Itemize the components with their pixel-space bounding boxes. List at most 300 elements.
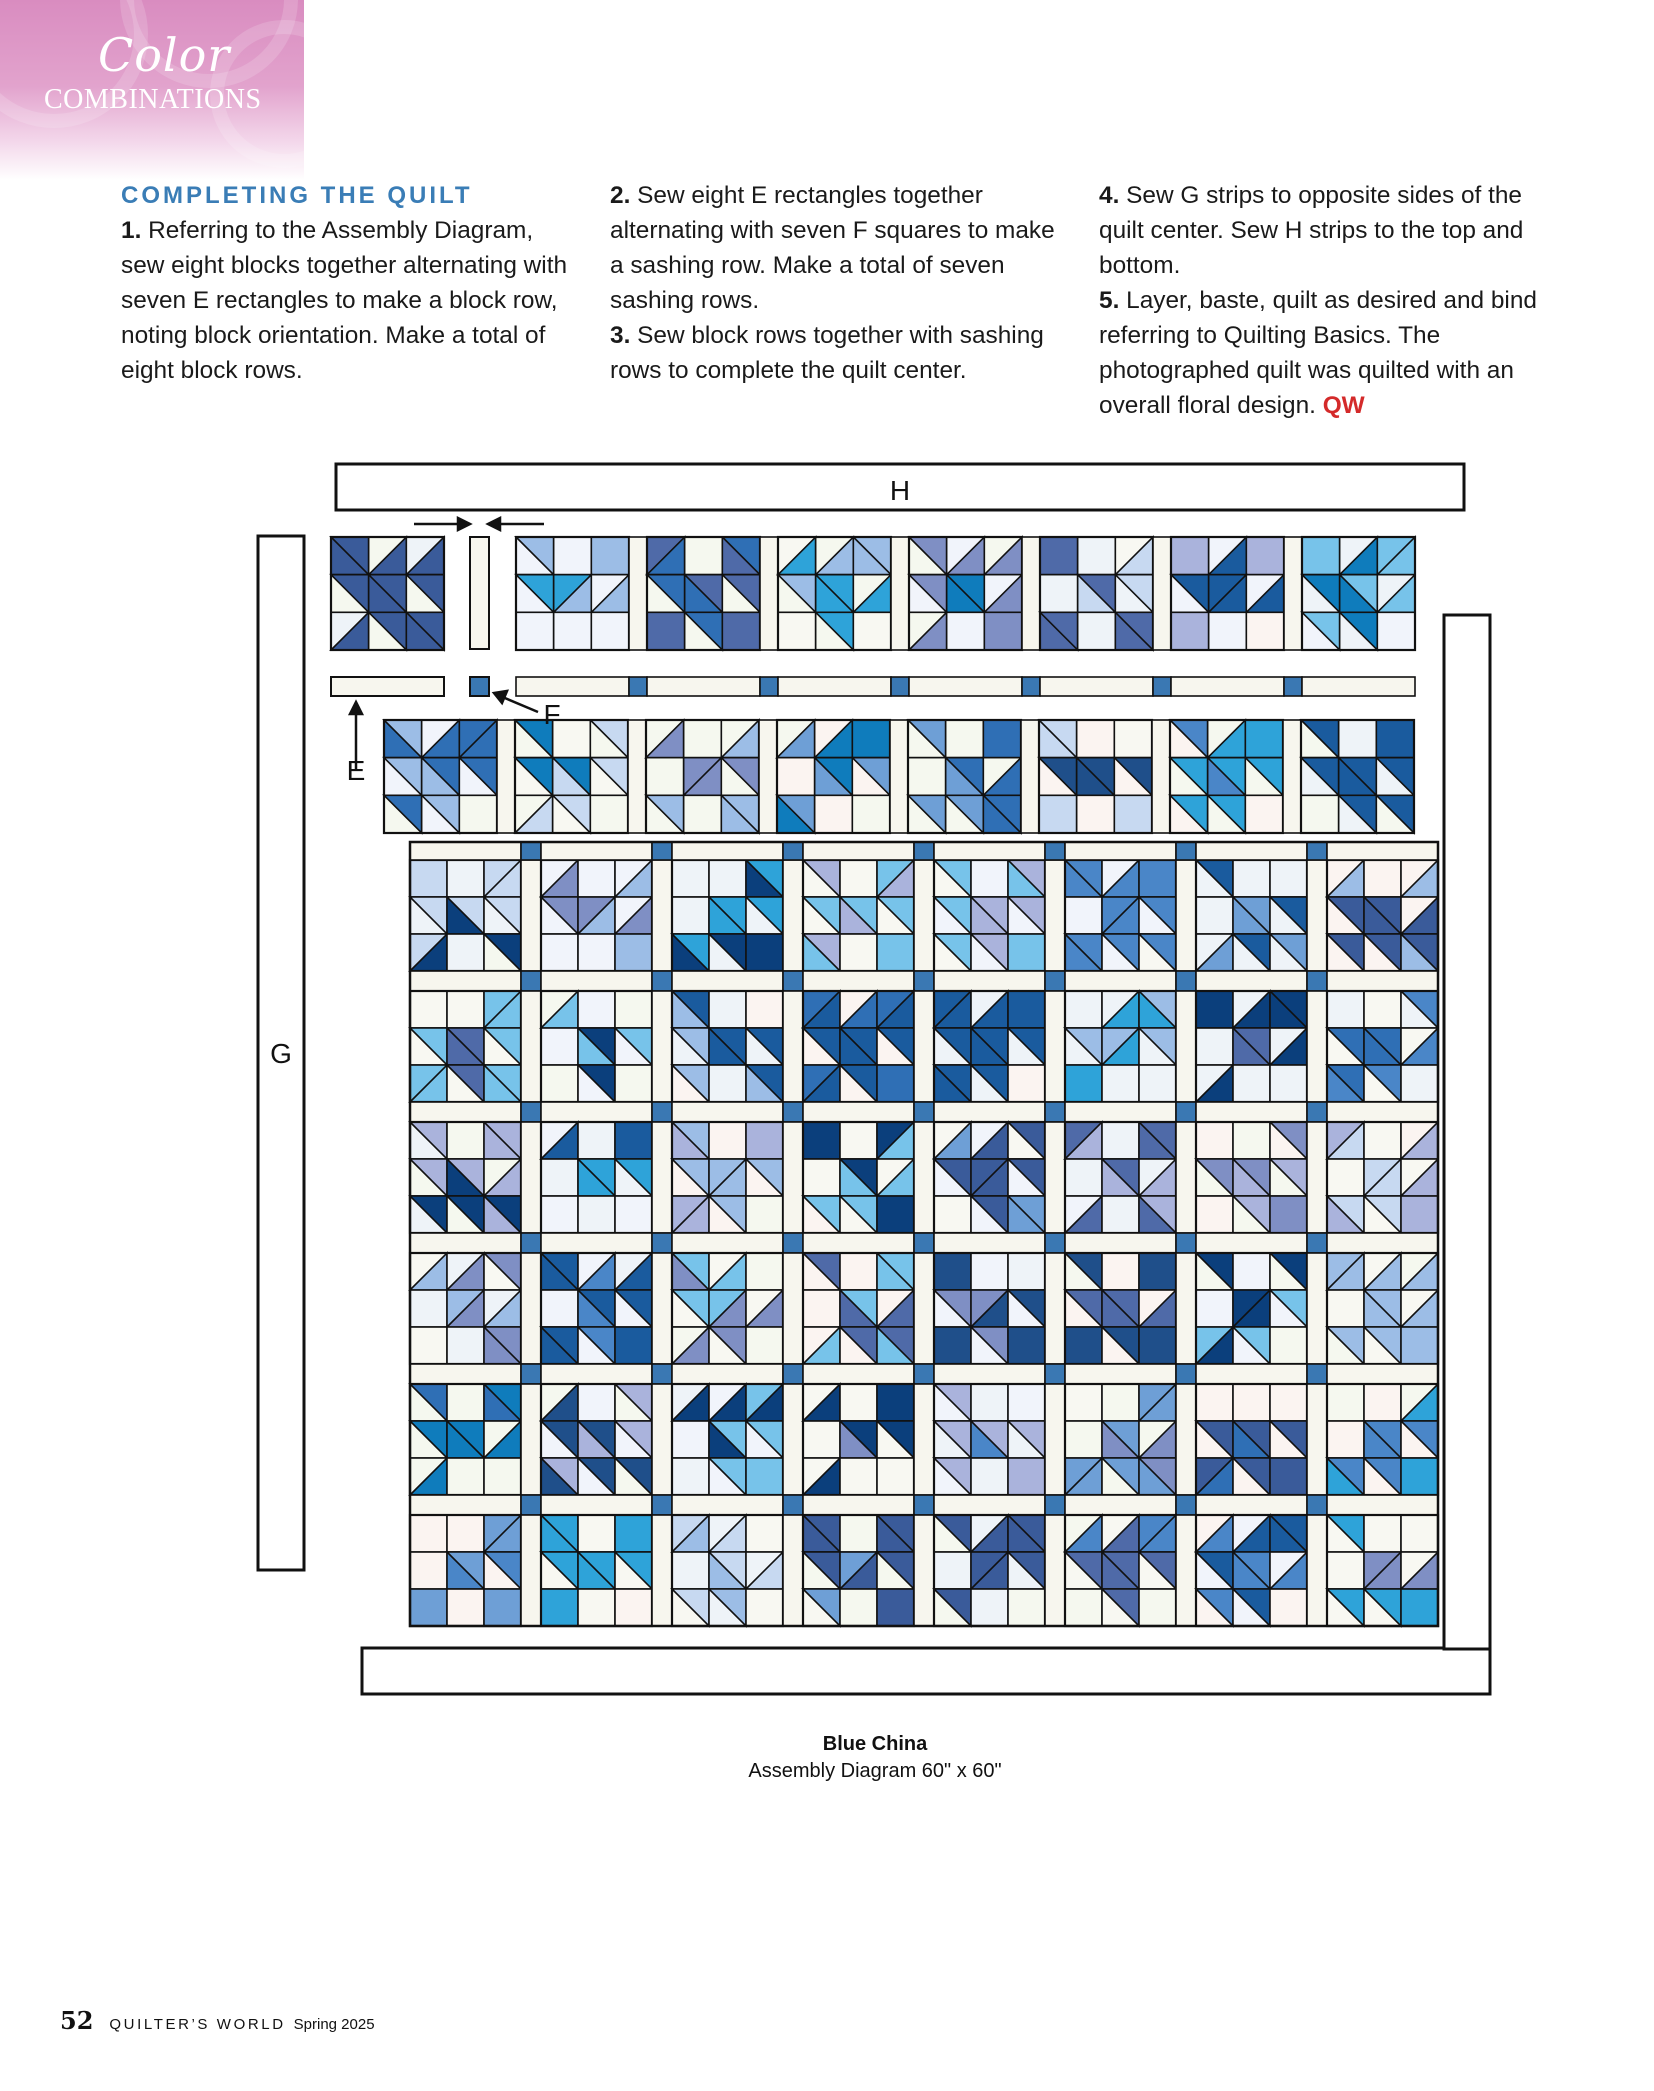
sashing-e-rectangle (891, 537, 909, 650)
block-cell (447, 1589, 484, 1626)
quilt-block (672, 1122, 783, 1233)
arrow-diag-icon (494, 691, 507, 703)
block-cell (578, 1384, 615, 1421)
block-cell (541, 1196, 578, 1233)
sashing-e-rectangle (1196, 1364, 1307, 1384)
block-cell (541, 1065, 578, 1102)
block-cell (852, 720, 890, 758)
block-cell (746, 1253, 783, 1290)
sashing-e-rectangle (1307, 860, 1327, 971)
block-cell (971, 1253, 1008, 1290)
block-cell (1327, 1421, 1364, 1458)
sashing-e-rectangle (541, 1102, 652, 1122)
sashing-e-rectangle (541, 842, 652, 860)
quilt-block (1065, 1515, 1176, 1626)
block-cell (1233, 1065, 1270, 1102)
quilt-block (803, 1515, 914, 1626)
quilt-block (672, 1515, 783, 1626)
sashing-e-rectangle (1307, 1253, 1327, 1364)
quilt-block (646, 720, 759, 833)
sashing-f-square (1176, 1364, 1196, 1384)
block-cell (1246, 612, 1284, 650)
block-cell (591, 612, 629, 650)
sashing-f-square (1176, 1495, 1196, 1515)
step-number: 1. (121, 217, 142, 244)
block-cell (1270, 1458, 1307, 1495)
block-cell (447, 1122, 484, 1159)
sashing-e-rectangle (1284, 537, 1302, 650)
block-cell (1327, 1552, 1364, 1589)
quilt-block (331, 537, 444, 650)
block-cell (1008, 1253, 1045, 1290)
block-cell (746, 991, 783, 1028)
block-cell (709, 991, 746, 1028)
block-cell (1196, 897, 1233, 934)
block-cell (746, 1589, 783, 1626)
quilt-block (672, 1253, 783, 1364)
sashing-e-rectangle (1196, 842, 1307, 860)
sashing-f-square (1045, 1102, 1065, 1122)
sashing-e-rectangle (672, 1495, 783, 1515)
quilt-block (1196, 1384, 1307, 1495)
block-cell (877, 1589, 914, 1626)
sashing-e-rectangle (1196, 1102, 1307, 1122)
block-cell (877, 934, 914, 971)
step-text: Referring to the Assembly Diagram, sew eight blocks together alternating with seven E rectangles to make a block row, noting block orientation. Make a total of eight block rows. (121, 217, 568, 384)
quilt-block (410, 1253, 521, 1364)
quilt-block (934, 1122, 1045, 1233)
quilt-block (803, 991, 914, 1102)
block-cell (1196, 1122, 1233, 1159)
sashing-e-rectangle (652, 991, 672, 1102)
quilt-block (1196, 1122, 1307, 1233)
sashing-e-rectangle (521, 1122, 541, 1233)
sashing-f-square (1176, 1233, 1196, 1253)
block-cell (1077, 795, 1115, 833)
block-cell (1270, 860, 1307, 897)
label-h: H (889, 475, 911, 506)
block-cell (615, 1327, 652, 1364)
block-cell (778, 612, 816, 650)
quilt-block (672, 991, 783, 1102)
sashing-f-square (652, 971, 672, 991)
block-cell (447, 1458, 484, 1495)
sashing-e-rectangle (1283, 720, 1301, 833)
sashing-e-rectangle (672, 1233, 783, 1253)
quilt-block (803, 1253, 914, 1364)
sashing-f-square (1307, 971, 1327, 991)
sashing-f-square (1153, 677, 1171, 696)
sashing-e-rectangle (1176, 991, 1196, 1102)
page-number: 52 (60, 2006, 94, 2035)
quilt-block (1301, 720, 1414, 833)
quilt-block (410, 1515, 521, 1626)
block-cell (615, 934, 652, 971)
block-cell (1102, 1065, 1139, 1102)
block-cell (578, 860, 615, 897)
section-title-caps: COMBINATIONS (44, 84, 262, 115)
sashing-f-square (1176, 842, 1196, 860)
sashing-e-rectangle (760, 537, 778, 650)
sashing-e-rectangle (521, 1515, 541, 1626)
block-cell (1139, 860, 1176, 897)
block-cell (1171, 612, 1209, 650)
block-cell (1065, 1327, 1102, 1364)
sashing-f-square (783, 842, 803, 860)
e-rectangle-horizontal (331, 677, 444, 696)
sashing-f-square (521, 1364, 541, 1384)
sashing-e-rectangle (934, 971, 1045, 991)
block-cell (934, 1327, 971, 1364)
block-cell (934, 1552, 971, 1589)
block-cell (615, 1122, 652, 1159)
quilt-block (1327, 1515, 1438, 1626)
block-cell (1196, 1384, 1233, 1421)
quilt-block (672, 860, 783, 971)
block-cell (746, 1327, 783, 1364)
block-cell (1065, 991, 1102, 1028)
quilt-block (778, 537, 891, 650)
block-cell (877, 1065, 914, 1102)
sashing-f-square (521, 1102, 541, 1122)
sashing-e-rectangle (1307, 1122, 1327, 1233)
block-cell (615, 1196, 652, 1233)
block-cell (672, 860, 709, 897)
sashing-e-rectangle (1045, 1122, 1065, 1233)
diagram-title: Blue China (822, 1733, 928, 1755)
quilt-block (934, 1515, 1045, 1626)
step-text: Layer, baste, quilt as desired and bind referring to Quilting Basics. The photographed quilt was quilted with an overall floral design. (1099, 287, 1537, 419)
block-cell (615, 1589, 652, 1626)
sashing-f-square (1307, 842, 1327, 860)
block-cell (1327, 1159, 1364, 1196)
block-cell (877, 1458, 914, 1495)
label-f: F (543, 699, 561, 730)
sashing-e-rectangle (652, 860, 672, 971)
block-cell (1376, 720, 1414, 758)
quilt-block (516, 537, 629, 650)
block-cell (447, 991, 484, 1028)
f-square (470, 677, 489, 696)
sashing-e-rectangle (783, 1515, 803, 1626)
block-cell (1102, 1384, 1139, 1421)
sashing-e-rectangle (1327, 1364, 1438, 1384)
sashing-e-rectangle (783, 991, 803, 1102)
block-cell (459, 795, 497, 833)
block-cell (853, 612, 891, 650)
block-cell (934, 1253, 971, 1290)
block-cell (684, 720, 722, 758)
block-cell (971, 860, 1008, 897)
sashing-e-rectangle (1327, 1233, 1438, 1253)
quilt-block (410, 1384, 521, 1495)
block-cell (447, 1515, 484, 1552)
block-cell (672, 1458, 709, 1495)
sashing-f-square (760, 677, 778, 696)
block-cell (1065, 897, 1102, 934)
e-rectangle-vertical (470, 537, 489, 649)
sashing-e-rectangle (541, 971, 652, 991)
sashing-e-rectangle (783, 1122, 803, 1233)
quilt-block (647, 537, 760, 650)
sashing-e-rectangle (803, 1233, 914, 1253)
sashing-f-square (1307, 1495, 1327, 1515)
label-g: G (270, 1038, 292, 1069)
block-cell (1327, 1290, 1364, 1327)
block-cell (709, 1065, 746, 1102)
quilt-block (1065, 1384, 1176, 1495)
sashing-e-rectangle (934, 842, 1045, 860)
sashing-e-rectangle (1045, 1515, 1065, 1626)
block-cell (1114, 720, 1152, 758)
sashing-e-rectangle (1045, 1253, 1065, 1364)
block-cell (1302, 537, 1340, 575)
sashing-f-square (652, 1102, 672, 1122)
block-cell (1139, 1065, 1176, 1102)
block-cell (1008, 1384, 1045, 1421)
sashing-e-rectangle (1307, 1384, 1327, 1495)
sashing-e-rectangle (909, 677, 1022, 696)
block-cell (410, 991, 447, 1028)
block-cell (447, 1384, 484, 1421)
sashing-e-rectangle (1045, 860, 1065, 971)
sashing-e-rectangle (1065, 1495, 1176, 1515)
sashing-e-rectangle (1065, 842, 1176, 860)
sashing-e-rectangle (652, 1384, 672, 1495)
block-cell (1327, 991, 1364, 1028)
sashing-f-square (1045, 971, 1065, 991)
label-e: E (346, 755, 366, 786)
g-strip-right (1444, 615, 1490, 1649)
sashing-e-rectangle (647, 677, 760, 696)
sashing-e-rectangle (410, 1102, 521, 1122)
block-cell (722, 612, 760, 650)
step-text: Sew eight E rectangles together alternating with seven F squares to make a sashing row. Make a total of seven sashing rows. (610, 182, 1055, 314)
block-cell (908, 758, 946, 796)
block-cell (1401, 1515, 1438, 1552)
block-cell (840, 1122, 877, 1159)
page-footer (60, 2006, 375, 2035)
block-cell (815, 795, 853, 833)
sashing-e-rectangle (783, 860, 803, 971)
sashing-e-rectangle (1065, 1233, 1176, 1253)
block-cell (1270, 1196, 1307, 1233)
block-cell (578, 1589, 615, 1626)
quilt-block (410, 860, 521, 971)
block-cell (1008, 1065, 1045, 1102)
block-cell (615, 1515, 652, 1552)
sashing-e-rectangle (1307, 1515, 1327, 1626)
quilt-block (541, 1384, 652, 1495)
quilt-block (1327, 1384, 1438, 1495)
sashing-e-rectangle (803, 1102, 914, 1122)
block-cell (840, 1589, 877, 1626)
sashing-f-square (1045, 1495, 1065, 1515)
sashing-e-rectangle (803, 842, 914, 860)
block-cell (541, 934, 578, 971)
quilt-block (1065, 860, 1176, 971)
sashing-e-rectangle (1176, 1253, 1196, 1364)
sashing-e-rectangle (1176, 1515, 1196, 1626)
sashing-e-rectangle (1045, 991, 1065, 1102)
sashing-e-rectangle (521, 860, 541, 971)
sashing-f-square (1307, 1233, 1327, 1253)
arrow-right-icon (458, 518, 470, 530)
quilt-block (541, 860, 652, 971)
sashing-f-square (652, 1233, 672, 1253)
block-cell (1245, 795, 1283, 833)
sashing-e-rectangle (1196, 971, 1307, 991)
block-cell (410, 860, 447, 897)
block-cell (646, 758, 684, 796)
quilt-block (909, 537, 1022, 650)
sashing-e-rectangle (628, 720, 646, 833)
sashing-e-rectangle (759, 720, 777, 833)
sashing-f-square (652, 1364, 672, 1384)
sashing-f-square (521, 1233, 541, 1253)
block-cell (554, 537, 592, 575)
block-cell (840, 1458, 877, 1495)
block-cell (554, 612, 592, 650)
block-cell (946, 720, 984, 758)
sashing-f-square (914, 971, 934, 991)
sashing-e-rectangle (652, 1122, 672, 1233)
arrow-up-icon (350, 702, 362, 714)
sashing-e-rectangle (672, 1102, 783, 1122)
block-cell (803, 1122, 840, 1159)
block-cell (1270, 1589, 1307, 1626)
quilt-block (1040, 537, 1153, 650)
quilt-block (1196, 1253, 1307, 1364)
sashing-f-square (914, 1102, 934, 1122)
block-cell (672, 1552, 709, 1589)
block-cell (1270, 1065, 1307, 1102)
sashing-e-rectangle (410, 1495, 521, 1515)
block-cell (746, 1515, 783, 1552)
block-cell (541, 1028, 578, 1065)
sashing-f-square (783, 1495, 803, 1515)
block-cell (410, 1327, 447, 1364)
block-cell (516, 612, 554, 650)
quilt-block (672, 1384, 783, 1495)
sashing-e-rectangle (914, 860, 934, 971)
block-cell (1065, 1159, 1102, 1196)
block-cell (447, 860, 484, 897)
sashing-f-square (914, 1233, 934, 1253)
quilt-block (1065, 1122, 1176, 1233)
quilt-block (1327, 1122, 1438, 1233)
sashing-f-square (891, 677, 909, 696)
block-cell (777, 758, 815, 796)
block-cell (840, 934, 877, 971)
sashing-f-square (1045, 842, 1065, 860)
sashing-f-square (914, 842, 934, 860)
sashing-e-rectangle (914, 1384, 934, 1495)
sashing-e-rectangle (541, 1364, 652, 1384)
sashing-f-square (783, 971, 803, 991)
sashing-e-rectangle (914, 1515, 934, 1626)
block-cell (1233, 860, 1270, 897)
block-cell (578, 991, 615, 1028)
block-cell (1040, 575, 1078, 613)
quilt-block (1196, 991, 1307, 1102)
block-cell (410, 1290, 447, 1327)
block-cell (1233, 1122, 1270, 1159)
block-cell (709, 860, 746, 897)
block-cell (803, 1159, 840, 1196)
block-cell (447, 1327, 484, 1364)
arrow-left-icon (488, 518, 500, 530)
sashing-e-rectangle (1302, 677, 1415, 696)
block-cell (1364, 1384, 1401, 1421)
sashing-f-square (1022, 677, 1040, 696)
block-cell (971, 1458, 1008, 1495)
quilt-block (541, 1122, 652, 1233)
block-cell (410, 1589, 447, 1626)
sashing-e-rectangle (934, 1495, 1045, 1515)
section-heading: COMPLETING THE QUILT (121, 182, 473, 209)
block-cell (410, 1552, 447, 1589)
sashing-f-square (1176, 1102, 1196, 1122)
sashing-f-square (1284, 677, 1302, 696)
sashing-e-rectangle (1196, 1233, 1307, 1253)
block-cell (840, 1253, 877, 1290)
block-cell (1401, 1589, 1438, 1626)
quilt-block (934, 1253, 1045, 1364)
sashing-e-rectangle (1022, 537, 1040, 650)
block-cell (541, 1589, 578, 1626)
step-number: 3. (610, 322, 631, 349)
sashing-e-rectangle (914, 991, 934, 1102)
sashing-e-rectangle (516, 677, 629, 696)
sashing-e-rectangle (1065, 1364, 1176, 1384)
block-cell (971, 1384, 1008, 1421)
block-cell (1102, 1122, 1139, 1159)
block-cell (1246, 537, 1284, 575)
sashing-e-rectangle (1327, 842, 1438, 860)
block-cell (840, 860, 877, 897)
quilt-block (515, 720, 628, 833)
block-cell (1233, 1253, 1270, 1290)
quilt-block (934, 860, 1045, 971)
quilt-block (541, 1515, 652, 1626)
block-cell (1008, 934, 1045, 971)
sashing-e-rectangle (1171, 677, 1284, 696)
block-cell (1139, 1589, 1176, 1626)
sashing-e-rectangle (541, 1233, 652, 1253)
quilt-block (410, 991, 521, 1102)
block-cell (1114, 795, 1152, 833)
step-text: Sew block rows together with sashing rows to complete the quilt center. (610, 322, 1044, 384)
quilt-block (803, 1384, 914, 1495)
sashing-e-rectangle (541, 1495, 652, 1515)
quilt-block (803, 860, 914, 971)
block-cell (1364, 1122, 1401, 1159)
sashing-f-square (1307, 1102, 1327, 1122)
block-cell (1401, 1327, 1438, 1364)
sashing-f-square (783, 1102, 803, 1122)
block-cell (971, 1589, 1008, 1626)
step-number: 4. (1099, 182, 1120, 209)
quilt-block (1196, 860, 1307, 971)
sashing-e-rectangle (1176, 1384, 1196, 1495)
sashing-e-rectangle (672, 971, 783, 991)
sashing-f-square (652, 1495, 672, 1515)
block-cell (1065, 1421, 1102, 1458)
sashing-e-rectangle (1065, 1102, 1176, 1122)
sashing-e-rectangle (652, 1253, 672, 1364)
block-cell (1401, 1065, 1438, 1102)
